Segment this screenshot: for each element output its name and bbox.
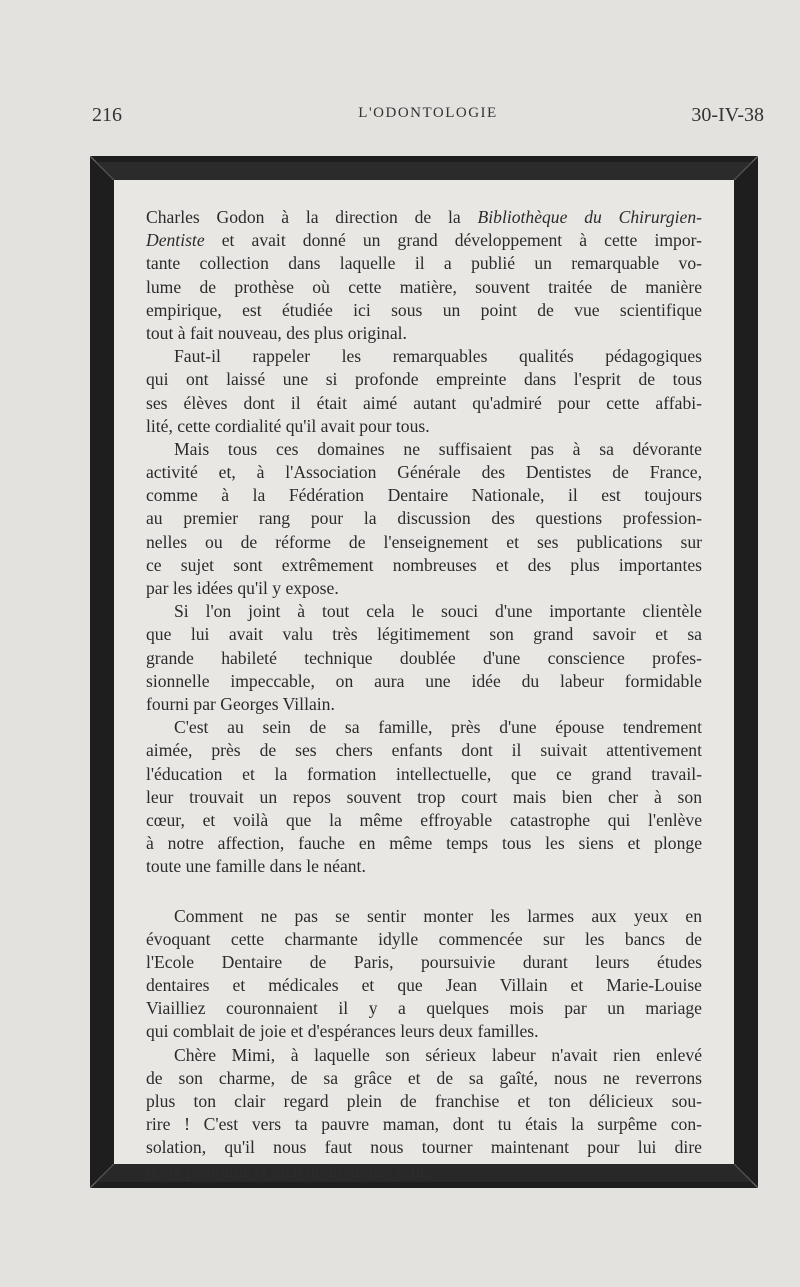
text-line — [146, 1113, 702, 1136]
text-line — [146, 855, 702, 878]
text-line — [146, 554, 702, 577]
text-line — [146, 415, 702, 438]
text-line — [146, 905, 702, 928]
text-line — [146, 531, 702, 554]
text-run: que lui avait valu très légitimement son grand savoir et sa — [146, 624, 702, 645]
text-run: plus ton clair regard plein de franchise et ton délicieux sou- — [146, 1091, 702, 1112]
text-line — [146, 623, 702, 646]
text-run: tout à fait nouveau, des plus original. — [146, 322, 407, 343]
text-line — [146, 763, 702, 786]
text-line — [146, 1090, 702, 1113]
text-run: à notre affection, fauche en même temps tous les siens et plonge — [146, 833, 702, 854]
text-line — [146, 951, 702, 974]
text-run: Si l'on joint à tout cela le souci d'une importante clientèle — [174, 601, 702, 622]
text-run: toute une famille dans le néant. — [146, 856, 366, 877]
text-run: qui ont laissé une si profonde empreinte dans l'esprit de tous — [146, 369, 702, 390]
text-line — [146, 1067, 702, 1090]
text-run: Comment ne pas se sentir monter les larmes aux yeux en — [174, 905, 702, 926]
text-run: évoquant cette charmante idylle commencée sur les bancs de — [146, 928, 702, 949]
text-run: grande habileté technique doublée d'une conscience profes- — [146, 647, 702, 668]
text-line — [146, 670, 702, 693]
text-run: qui comblait de joie et d'espérances leurs deux familles. — [146, 1021, 539, 1042]
text-line — [146, 276, 702, 299]
issue-date: 30-IV-38 — [691, 104, 764, 126]
text-run: l'éducation et la formation intellectuelle, que ce grand travail- — [146, 763, 702, 784]
text-run: nelles ou de réforme de l'enseignement et ses publications sur — [146, 531, 702, 552]
page-number: 216 — [92, 104, 122, 126]
text-run: Faut-il rappeler les remarquables qualités pédagogiques — [174, 346, 702, 367]
text-line — [146, 647, 702, 670]
text-run: de son charme, de sa grâce et de sa gaîté, nous ne reverrons — [146, 1067, 702, 1088]
text-run: tante collection dans laquelle il a publié un remarquable vo- — [146, 253, 702, 274]
text-line — [146, 206, 702, 229]
text-run: aimée, près de ses chers enfants dont il suivait attentivement — [146, 740, 702, 761]
text-run: dentaires et médicales et que Jean Villain et Marie-Louise — [146, 975, 702, 996]
text-run: leur trouvait un repos souvent trop court mais bien cher à son — [146, 786, 702, 807]
text-line — [146, 322, 702, 345]
text-run: solation, qu'il nous faut nous tourner maintenant pour lui dire — [146, 1137, 702, 1158]
text-run: par les idées qu'il y expose. — [146, 578, 339, 599]
text-run: Chère Mimi, à laquelle son sérieux labeur n'avait rien enlevé — [174, 1044, 702, 1065]
text-line — [146, 974, 702, 997]
text-line — [146, 1160, 702, 1183]
text-run: l'Ecole Dentaire de Paris, poursuivie durant leurs études — [146, 951, 702, 972]
text-run: Viailliez couronnaient il y a quelques mois par un mariage — [146, 998, 702, 1019]
text-line — [146, 832, 702, 855]
text-run: fourni par Georges Villain. — [146, 693, 335, 714]
running-title: L'ODONTOLOGIE — [358, 105, 498, 121]
text-line — [146, 229, 702, 252]
text-run: C'est au sein de sa famille, près d'une épouse tendrement — [174, 717, 702, 738]
text-run: cœur, et voilà que la même effroyable catastrophe qui l'enlève — [146, 809, 702, 830]
text-run: au premier rang pour la discussion des questions profession- — [146, 508, 702, 529]
page-header — [92, 104, 764, 134]
text-run: lité, cette cordialité qu'il avait pour tous. — [146, 415, 430, 436]
text-line — [146, 345, 702, 368]
text-run: Mais tous ces domaines ne suffisaient pas à sa dévorante — [174, 438, 702, 459]
text-run: activité et, à l'Association Générale des Dentistes de France, — [146, 462, 702, 483]
text-line — [146, 252, 702, 275]
text-line — [146, 739, 702, 762]
text-line — [146, 693, 702, 716]
text-run: et avait donné un grand développement à cette impor- — [204, 230, 702, 251]
text-line — [146, 461, 702, 484]
text-line — [146, 786, 702, 809]
text-run: notre profonde et bien douloureuse pitié. — [146, 1160, 433, 1181]
text-run: lume de prothèse où cette matière, souvent traitée de manière — [146, 276, 702, 297]
italic-title-run: Bibliothèque du Chirurgien- — [477, 207, 702, 227]
italic-title-run: Dentiste — [146, 230, 205, 251]
text-line — [146, 392, 702, 415]
text-run: rire ! C'est vers ta pauvre maman, dont tu étais la surpême con- — [146, 1114, 702, 1135]
text-line — [146, 368, 702, 391]
text-run: empirique, est étudiée ici sous un point de vue scientifique — [146, 299, 702, 320]
text-line — [146, 809, 702, 832]
obituary-text — [146, 206, 702, 1183]
text-run: Charles Godon à la direction de la — [146, 207, 478, 227]
text-run: sionnelle impeccable, on aura une idée du labeur formidable — [146, 670, 702, 691]
text-line — [146, 1044, 702, 1067]
text-line — [146, 577, 702, 600]
text-run: ce sujet sont extrêmement nombreuses et des plus importantes — [146, 554, 702, 575]
text-line — [146, 507, 702, 530]
text-line — [146, 600, 702, 623]
text-line — [146, 299, 702, 322]
section-gap — [146, 879, 702, 905]
text-line — [146, 1136, 702, 1159]
text-line — [146, 1020, 702, 1043]
text-line — [146, 484, 702, 507]
text-line — [146, 997, 702, 1020]
text-line — [146, 716, 702, 739]
text-line — [146, 928, 702, 951]
text-run: ses élèves dont il était aimé autant qu'admiré pour cette affabi- — [146, 392, 702, 413]
text-line — [146, 438, 702, 461]
text-run: comme à la Fédération Dentaire Nationale, il est toujours — [146, 485, 702, 506]
